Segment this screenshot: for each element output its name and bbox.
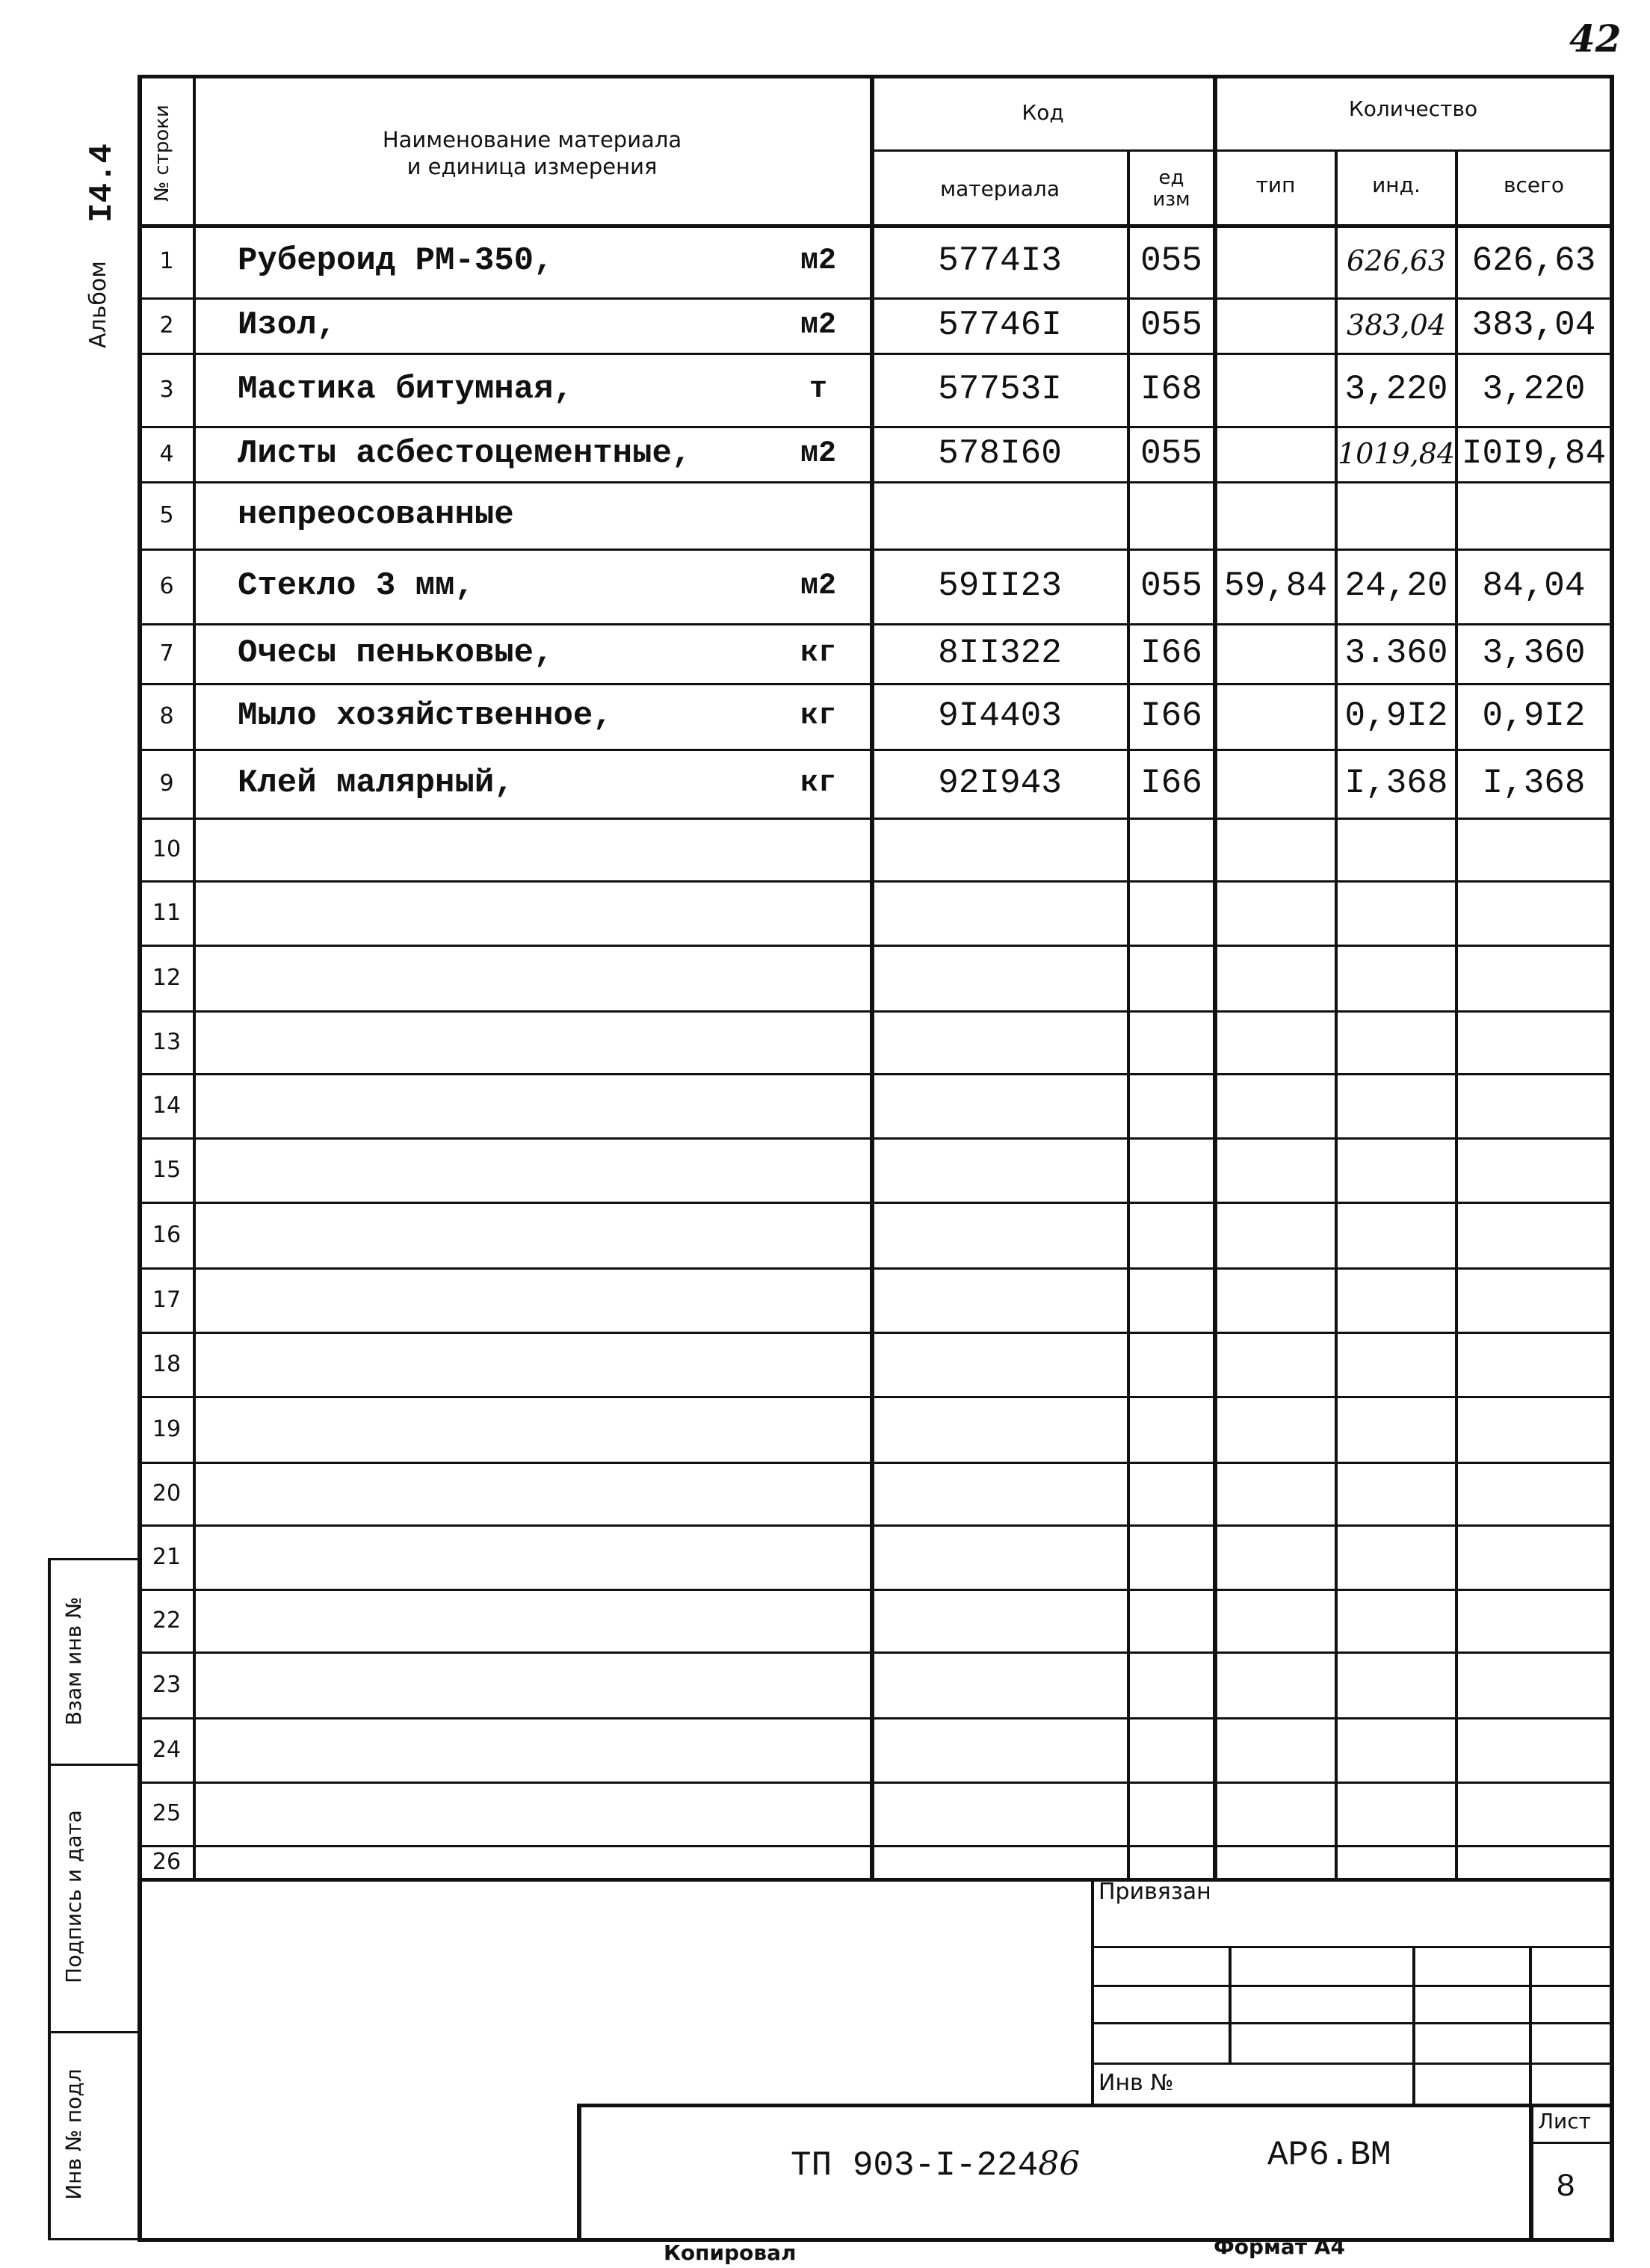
cell-unit <box>770 481 867 549</box>
header-unit: ед изм <box>1152 166 1190 211</box>
row-divider <box>138 1267 1610 1270</box>
page-number: 42 <box>1569 16 1622 61</box>
cell-n: 4 <box>159 440 174 467</box>
stamp-doc-code-hand: 86 <box>1038 2145 1081 2183</box>
cell-name: Листы асбестоцементные, <box>238 435 692 472</box>
margin-vzam-inv: Взам инв № <box>61 1596 86 1726</box>
cell-tip <box>1217 749 1335 818</box>
cell-n: 15 <box>152 1156 182 1183</box>
cell-n: 13 <box>152 1028 182 1055</box>
album-number: I4.4 <box>84 143 121 223</box>
cell-ed: 055 <box>1140 434 1202 473</box>
cell-unit: м2 <box>800 569 836 603</box>
cell-n: 22 <box>152 1607 182 1634</box>
cell-unit: кг <box>800 636 836 670</box>
cell-name: Очесы пеньковые, <box>238 634 554 672</box>
cell-ed: 055 <box>1140 241 1202 280</box>
cell-code: 92I943 <box>938 764 1062 803</box>
cell-unit: м2 <box>800 436 836 471</box>
stamp-privyazan: Привязан <box>1099 1879 1211 1905</box>
cell-code: 578I60 <box>938 434 1062 473</box>
footer-format: Формат А4 <box>1214 2234 1345 2259</box>
cell-ed: I66 <box>1140 764 1202 803</box>
row-divider <box>138 1073 1610 1075</box>
cell-tip <box>1217 683 1335 749</box>
cell-name: Мастика битумная, <box>238 371 573 408</box>
cell-name: Рубероид РМ-350, <box>238 242 554 279</box>
stamp-inv-no: Инв № <box>1099 2070 1174 2096</box>
row-divider <box>138 1651 1610 1654</box>
cell-total: I,368 <box>1482 764 1586 803</box>
cell-ind: 383,04 <box>1347 309 1446 342</box>
cell-ind <box>1338 481 1455 549</box>
cell-code: 5774I3 <box>938 241 1062 280</box>
row-divider <box>138 1589 1610 1591</box>
cell-n: 24 <box>152 1736 182 1763</box>
cell-ind: 626,63 <box>1347 244 1446 277</box>
cell-code: 8II322 <box>938 634 1062 673</box>
row-divider <box>138 1202 1610 1204</box>
footer-copied: Копировал <box>664 2240 797 2265</box>
cell-n: 19 <box>152 1415 182 1442</box>
cell-total: 84,04 <box>1482 566 1586 605</box>
row-divider <box>138 1462 1610 1464</box>
cell-total <box>1458 481 1610 549</box>
row-divider <box>138 1332 1610 1334</box>
row-divider <box>138 880 1610 883</box>
margin-inv-podl: Инв № подл <box>61 2068 86 2200</box>
cell-tip <box>1217 297 1335 353</box>
cell-n: 3 <box>159 376 174 403</box>
header-row-no: № строки <box>151 105 173 202</box>
cell-n: 21 <box>152 1543 182 1570</box>
header-total: всего <box>1504 173 1564 197</box>
cell-unit: кг <box>800 699 836 733</box>
margin-signature-date: Подпись и дата <box>61 1810 86 1983</box>
stamp-doc-code-print: ТП 903-I-224 <box>791 2146 1039 2185</box>
cell-n: 14 <box>152 1092 182 1119</box>
cell-n: 17 <box>152 1286 182 1313</box>
cell-unit: м2 <box>800 308 836 342</box>
cell-n: 6 <box>159 572 174 599</box>
cell-ed: 055 <box>1140 306 1202 344</box>
row-divider <box>138 1782 1610 1784</box>
cell-total: I0I9,84 <box>1461 434 1607 473</box>
cell-ind: 3,220 <box>1344 370 1448 409</box>
cell-n: 18 <box>152 1350 182 1377</box>
cell-total: 383,04 <box>1471 306 1596 344</box>
cell-tip <box>1217 353 1335 426</box>
cell-unit: м2 <box>800 244 836 278</box>
cell-total: 3,220 <box>1482 370 1586 409</box>
cell-tip <box>1217 481 1335 549</box>
cell-tip <box>1217 623 1335 683</box>
cell-unit: кг <box>800 766 836 800</box>
stamp-sheet-label: Лист <box>1538 2109 1591 2133</box>
cell-ed <box>1130 481 1213 549</box>
row-divider <box>138 1396 1610 1398</box>
cell-ind: 0,9I2 <box>1344 696 1448 735</box>
cell-n: 10 <box>152 835 182 862</box>
cell-n: 9 <box>159 770 174 797</box>
cell-ind: 3.360 <box>1344 634 1448 673</box>
cell-ed: I68 <box>1140 370 1202 409</box>
cell-n: 20 <box>152 1480 182 1507</box>
cell-ind: I,368 <box>1344 764 1448 803</box>
cell-name: Клей малярный, <box>238 764 514 802</box>
cell-ed: I66 <box>1140 696 1202 735</box>
header-quantity: Количество <box>1348 96 1478 121</box>
stamp-doc-mark: АР6.ВМ <box>1267 2136 1391 2175</box>
cell-tip <box>1217 426 1335 481</box>
album-label: Альбом <box>85 261 111 348</box>
cell-tip: 59,84 <box>1223 566 1328 605</box>
stamp-sheet-number: 8 <box>1556 2169 1576 2206</box>
cell-code <box>873 481 1127 549</box>
row-divider <box>138 1137 1610 1140</box>
cell-code: 57746I <box>938 306 1062 344</box>
cell-code: 9I4403 <box>938 696 1062 735</box>
cell-n: 2 <box>159 312 174 339</box>
cell-ind: 24,20 <box>1344 566 1448 605</box>
cell-total: 0,9I2 <box>1482 696 1586 735</box>
cell-name: Изол, <box>238 306 337 344</box>
cell-code: 59II23 <box>938 566 1062 605</box>
cell-n: 1 <box>159 247 174 274</box>
row-divider <box>138 818 1610 820</box>
cell-n: 12 <box>152 964 182 991</box>
row-divider <box>138 945 1610 947</box>
cell-name: непреосованные <box>238 496 514 534</box>
cell-n: 7 <box>159 640 174 667</box>
header-type: тип <box>1255 173 1296 197</box>
cell-ind: 1019,84 <box>1337 437 1456 470</box>
cell-tip <box>1217 224 1335 297</box>
row-divider <box>138 1845 1610 1847</box>
cell-ed: 055 <box>1140 566 1202 605</box>
header-name: Наименование материала и единица измерения <box>382 126 682 179</box>
row-divider <box>138 1010 1610 1013</box>
cell-n: 8 <box>159 702 174 729</box>
cell-name: Мыло хозяйственное, <box>238 697 613 735</box>
cell-code: 57753I <box>938 370 1062 409</box>
cell-n: 23 <box>152 1671 182 1698</box>
row-divider <box>138 1524 1610 1527</box>
cell-total: 626,63 <box>1471 241 1596 280</box>
cell-n: 26 <box>152 1848 182 1875</box>
cell-n: 11 <box>152 899 182 926</box>
header-material: материала <box>939 176 1060 201</box>
cell-total: 3,360 <box>1482 634 1586 673</box>
cell-n: 25 <box>152 1800 182 1826</box>
header-code: Код <box>1022 99 1064 125</box>
cell-name: Стекло 3 мм, <box>238 567 475 605</box>
row-divider <box>138 1717 1610 1719</box>
stamp-doc-code <box>791 2145 1080 2185</box>
header-ind: инд. <box>1372 173 1421 197</box>
cell-unit: т <box>809 372 827 407</box>
cell-n: 16 <box>152 1221 182 1248</box>
cell-n: 5 <box>159 501 174 528</box>
cell-ed: I66 <box>1140 634 1202 673</box>
